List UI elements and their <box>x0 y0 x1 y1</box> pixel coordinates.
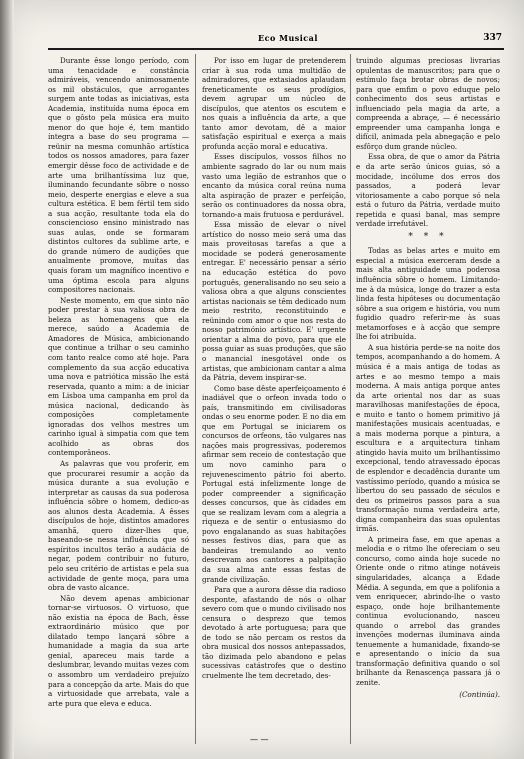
section-separator: * * * <box>408 231 448 242</box>
paragraph: Não devem apenas ambicionar tornar-se virtuosos. O virtuoso, que não existia na época de Bach, êsse extraordinário músico que por dilatado tempo lançará sôbre a humanidade a magia da sua arte genial, apareceu mais tarde a deslumbrar, levando muitas vezes com o assombro um verdadeiro prejuízo para a concepção da arte. Mais do que a virtuosidade que arrebata, vale a arte pura que eleva e educa. <box>48 593 189 708</box>
page-header <box>48 34 504 50</box>
paragraph: truindo algumas preciosas livrarias opulentas de manuscritos; para que o estímulo faça brotar obras de novos; para que emfim o povo eduque pelo conhecimento dos seus artistas e influenciado pela magia da arte, a compreenda a abraçe, — é necessário empreender uma campanha longa e difícil, animada pela abnegação e pelo esfôrço dum grande núcleo. <box>356 56 500 151</box>
paragraph: Essa obra, de que o amor da Pátria e da arte serão únicos guias, só a mocidade, incólume dos erros dos passados, a poderá levar vitoriosamente a cabo porque só nela está o futuro da Pátria, verdade muito repetida e quasi banal, mas sempre verdade irrefutável. <box>356 152 500 229</box>
column-1 <box>48 54 189 709</box>
journal-title: Eco Musical <box>258 33 318 43</box>
column-rule <box>195 54 196 744</box>
paragraph: Essa missão de elevar o nível artístico do nosso meio será uma das mais proveitosas tarefas a que a mocidade se poderá generosamente entregar. E' necessário pensar a sério na educação estética do povo português, generalisando no seu seio a valiosa obra a que alguns conscientes artistas nacionais se têm dedicado num meio restrito, reconstituindo e reünindo com amor o que nos resta do nosso património artístico. E' urgente orientar a alma do povo, para que ele possa guiar as suas produções, que são o manancial inesgotável onde os artistas, que ambicionam cantar a alma da Pátria, devem inspirar-se. <box>202 220 346 383</box>
paragraph: A sua história perde-se na noite dos tempos, acompanhando a do homem. A música é a mais antiga de todas as artes e ao mesmo tempo a mais moderna. A mais antiga porque antes da arte oriental nos dar as suas maravilhosas manifestações de época, e muito e tanto o homem primitivo já manifestações musicais acentuadas, e a mais moderna porque a pintura, a escultura e a arquitectura tinham atingido havia muito um brilhantíssimo excepcional, tendo atravessado épocas de esplendor e decadência durante um vastíssimo período, quando a música se libertou do seu passado de séculos e deu os primeiros passos para a sua transformação numa verdadeira arte, digna companheira das suas opulentas irmãs. <box>356 342 500 534</box>
page-number: 337 <box>483 33 502 43</box>
column-3 <box>356 54 500 699</box>
paragraph: Para que a aurora dêsse dia radioso desponte, afastando de nós o olhar severo com que o mundo civilisado nos censura o desprezo que temos devotado à arte portuguesa; para que de todo se não percam os restos da obra musical dos nossos antepassados, tão dizimada pelo abandono e pelas sucessivas catástrofes que o destino cruelmente lhe tem decretado, des- <box>202 585 346 680</box>
scan-binding-edge <box>0 0 14 759</box>
paragraph: As palavras que vou proferir, em que procurarei resumir a acção da música durante a sua evolução e interpretar as causas da sua poderosa influência sôbre o homem, dedico-as aos alunos desta Academia. A êsses discípulos de hoje, distintos amadores amanhã, quero dizer-lhes que, baseando-se nessa influência que só espíritos incultos terão a audácia de negar, podem contribuir no futuro, pelo seu critério de artistas e pela sua actividade de gente moça, para uma obra de vasto alcance. <box>48 458 189 593</box>
paragraph: Por isso em lugar de pretenderem criar à sua roda uma multidão de admiradores, que extasiados aplaudam freneticamente os seus prodígios, devem agrupar um núcleo de discípulos, que atentos os escutem e nos quais a influência da arte, a que tanto amor devotam, dê a maior satisfação espiritual e exerça a mais profunda acção moral e educativa. <box>202 56 346 151</box>
continued-note: (Continúa). <box>459 689 500 699</box>
column-rule <box>350 54 351 744</box>
paragraph: Durante êsse longo período, com uma tenacidade e constância admiráveis, vencendo animosamente os mil obstáculos, que arrogantes surgem ante todas as iniciativas, esta Academia, instituída numa época em que o gôsto pela música era muito menor do que hoje é, tem mantido íntegra a base do seu programa — reünir na mesma comunhão artística todos os nossos amadores, para fazer emergir dêsse foco de actividade e de arte uma brilhantíssima luz que, iluminando fecundante sôbre o nosso meio, desperte energias e eleve a sua cultura estética. E bem fértil tem sido a sua acção, resultante toda ela do consciencioso ensino ministrado nas suas aulas, onde se formaram distintos cultores da sublime arte, e do grande número de audições que anualmente promove, muitas das quais foram um magnífico incentivo e uma óptima escola para alguns compositores nacionais. <box>48 56 189 295</box>
column-2 <box>202 54 346 682</box>
paragraph: A primeira fase, em que apenas a melodia e o ritmo lhe ofereciam o seu concurso, como ainda hoje sucede no Oriente onde o ritmo atinge notáveis singularidades, alcança a Edade Média. A segunda, em que a polifonia a vem enriquecer, abrindo-lhe o vasto espaço, onde hoje brilhantemente continua evolucionando, nasceu quando o arrebol das grandes invenções modernas iluminava ainda tenuemente a humanidade, fixando-se e apresentando o início da sua transformação definitiva quando o sol brilhante da Renascença passara já o zenite. <box>356 534 500 687</box>
paragraph: Neste momento, em que sinto não poder prestar à sua valiosa obra de beleza as homenagens que ela merece, saúdo a Academia de Amadores de Música, ambicionando que continue a trilhar o seu caminho com tanto realce como até hoje. Para complemento da sua acção educativa uma nova e patriótica missão lhe está reservada, quanto a mim: a de iniciar em Lisboa uma campanha em prol da música nacional, dedicando às composições completamente ignoradas dos velhos mestres um carinho igual à simpatia com que tem acolhido as obras dos contemporâneos. <box>48 295 189 458</box>
paragraph: Esses discípulos, vossos filhos no ambiente sagrado do lar ou num mais vasto uma legião de estranhos que o encanto da música coral reúna numa alta aspiração de prazer e perfeição, serão os continuadores da nossa obra, tornando-a mais frutuosa e perdurável. <box>202 152 346 219</box>
paragraph: Todas as belas artes e muito em especial a música exerceram desde a mais alta antiguidade uma poderosa influência sôbre o homem. Limitando-me à da música, longe do trazer a esta linda festa hipóteses ou documentação sôbre a sua origem e história, vou num fugidio quadro referir-me às suas metamorfoses e à acção que sempre lhe foi atribuída. <box>356 246 500 342</box>
paragraph: Como base dêste aperfeiçoamento é inadiável que o orfeon invada todo o país, transmitindo em civilisadoras ondas o seu enorme poder. E no dia em que em Portugal se iniciarem os concursos de orfeons, tão vulgares nas nações mais progressivas, poderemos afirmar sem receio de contestação que um novo caminho para o rejuvenescimento pátrio foi aberto. Portugal está infelizmente longe de poder compreender a significação desses concursos, que às cidades em que se realizam levam com a alegria a riqueza e de sentir o entusiasmo do povo engalanando as suas habitações nesses festivos dias, para que as bandeiras tremulando ao vento descrevam aos cantores a palpitação da sua alma ante essas festas de grande civilização. <box>202 383 346 584</box>
bottom-mark: — — <box>250 735 269 744</box>
